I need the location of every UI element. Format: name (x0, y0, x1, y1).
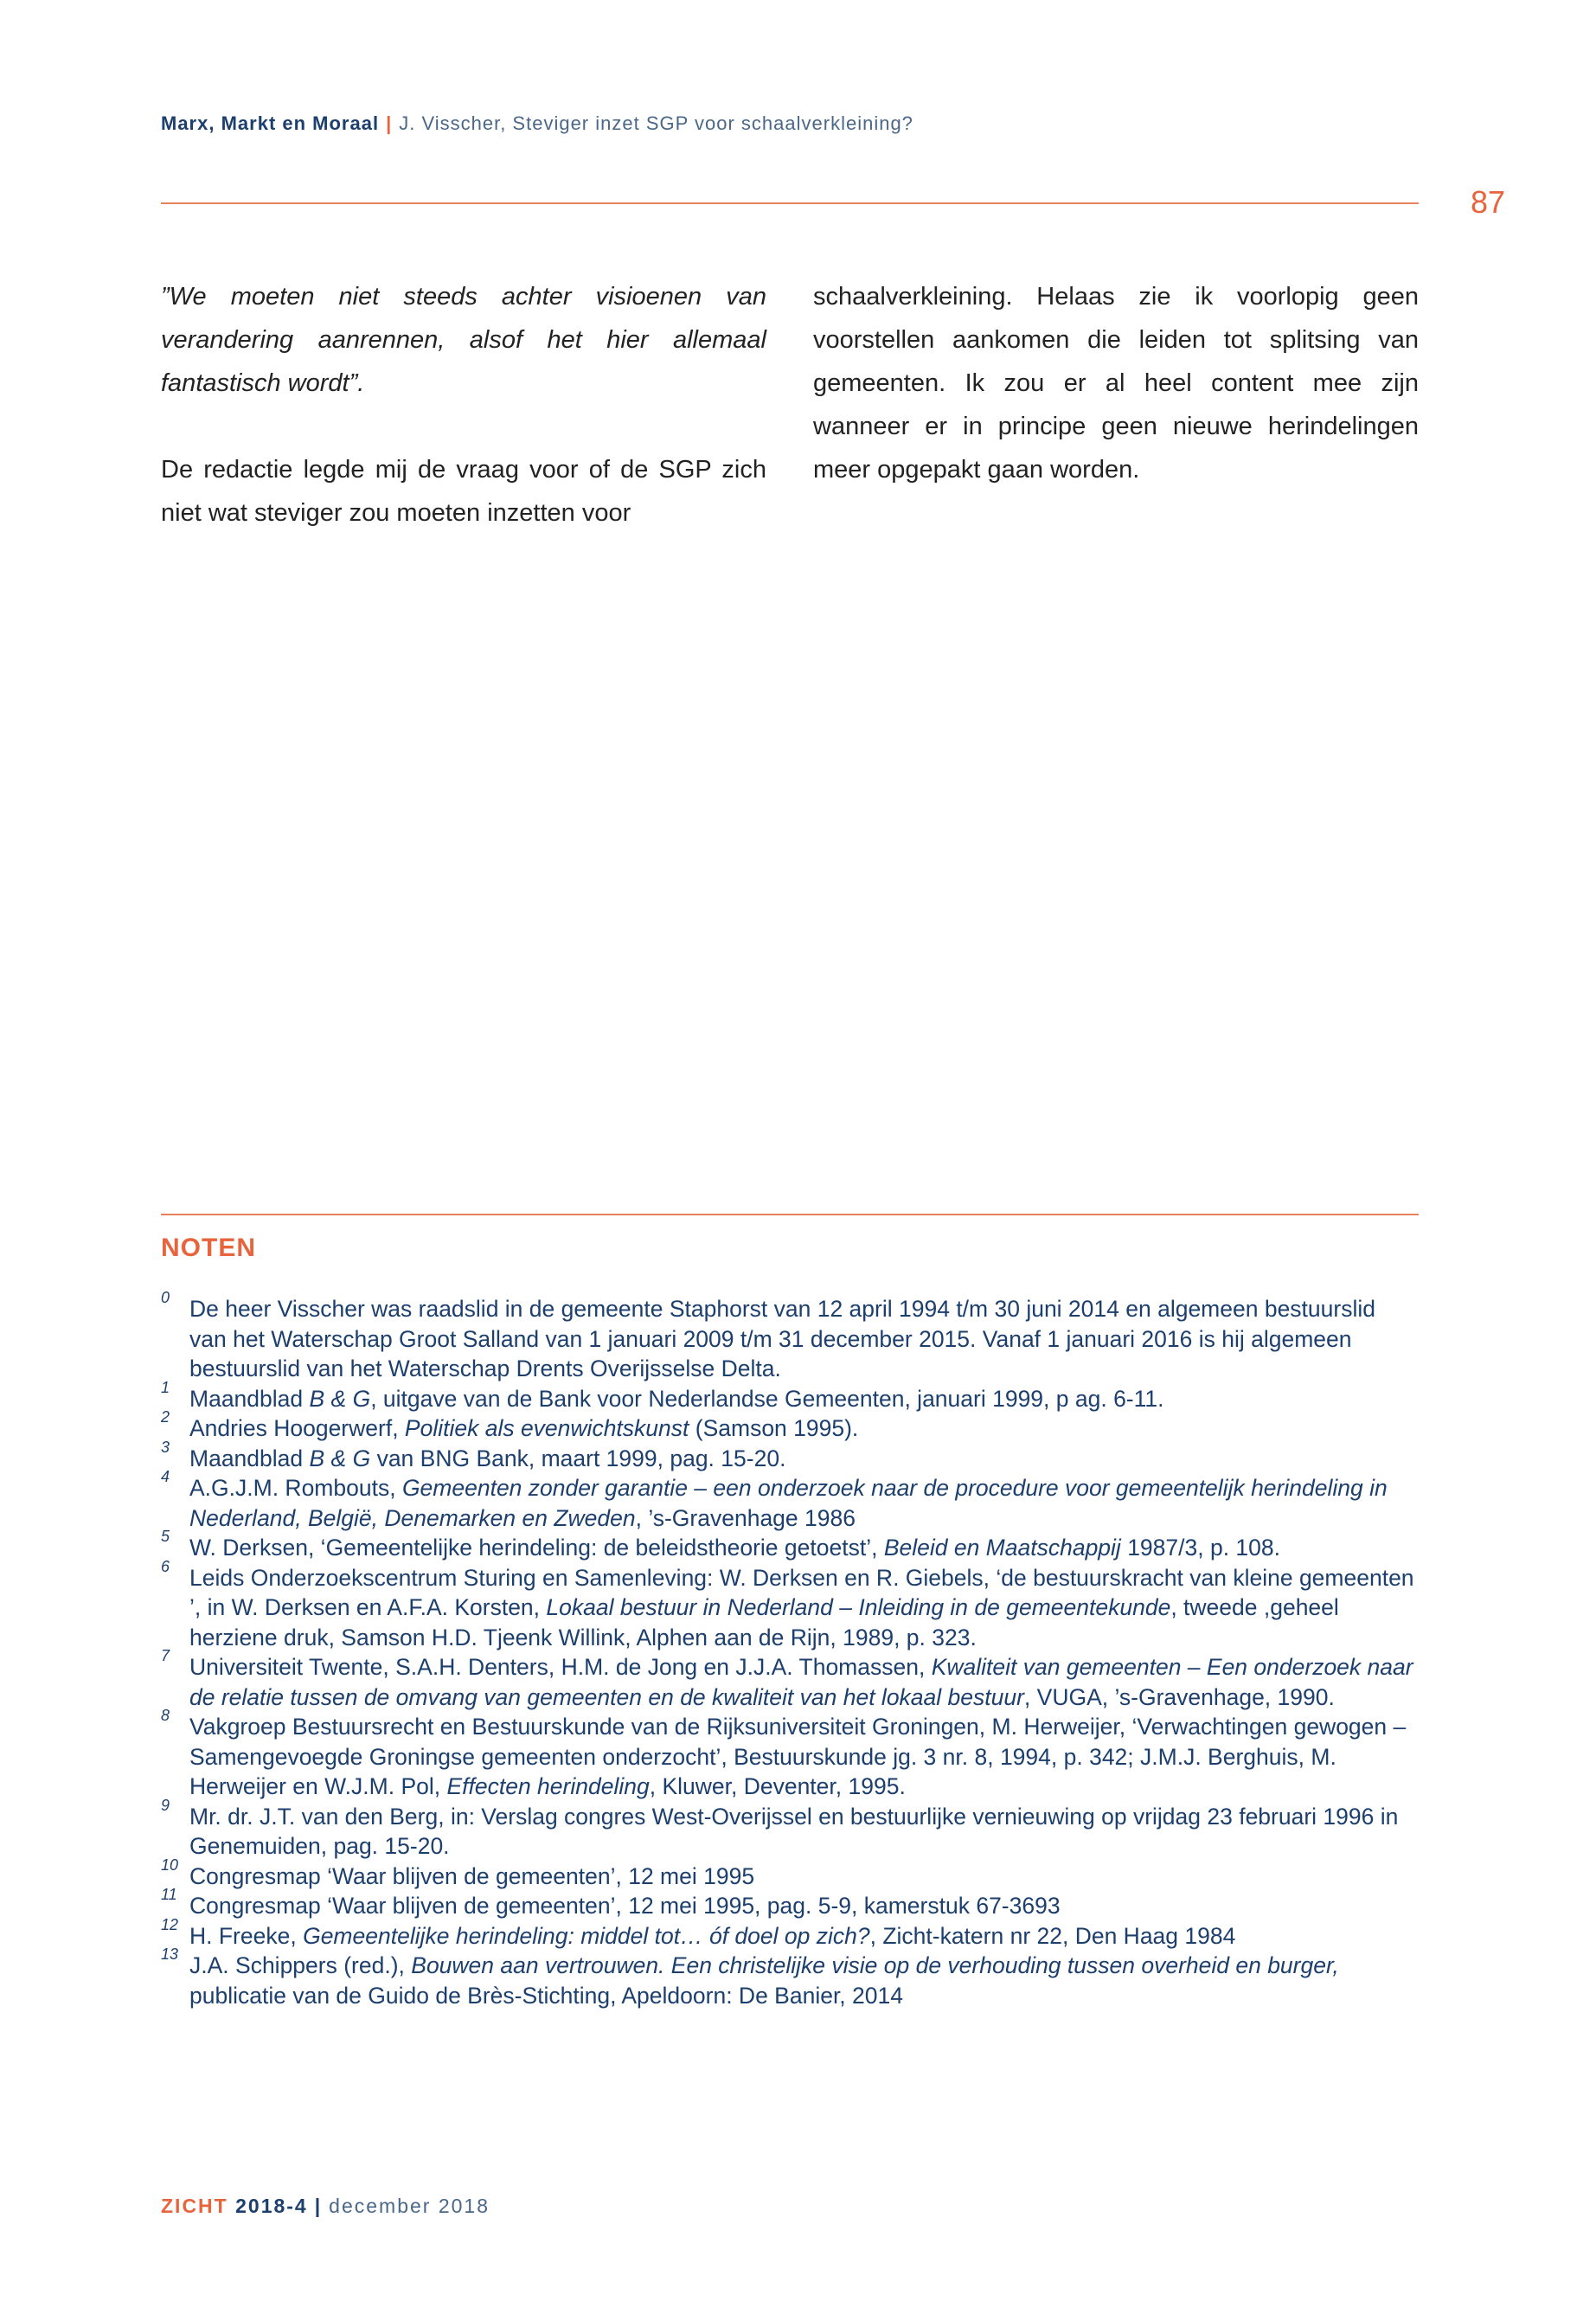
footnote-italic-title: Kwaliteit van gemeenten – Een onderzoek naar de relatie tussen de omvang van gemeenten en de kwaliteit van het lokaal bestuur (189, 1654, 1413, 1710)
footnote-number: 13 (161, 1945, 179, 1963)
notes-rule (161, 1214, 1419, 1215)
footnote-segment: , ’s-Gravenhage 1986 (635, 1504, 856, 1531)
footnote-segment: W. Derksen, ‘Gemeentelijke herindeling: de beleidstheorie getoetst’, (189, 1535, 884, 1561)
footnote-segment: Congresmap ‘Waar blijven de gemeenten’, 12 mei 1995, pag. 5-9, kamerstuk 67-3693 (189, 1893, 1061, 1919)
footer-date: december 2018 (329, 2195, 490, 2217)
footnote-2 (161, 1408, 1419, 1444)
footnote-italic-title: B & G (309, 1385, 371, 1412)
footnote-10 (161, 1856, 1419, 1892)
footnote-segment: Andries Hoogerwerf, (189, 1415, 405, 1441)
footnote-italic-title: Bouwen aan vertrouwen. Een christelijke visie op de verhouding tussen overheid en burger, (411, 1952, 1339, 1978)
magazine-title: Marx, Markt en Moraal (161, 112, 380, 134)
footnote-8 (161, 1707, 1419, 1802)
footnote-italic-title: B & G (309, 1445, 371, 1471)
footnote-6 (161, 1557, 1419, 1653)
footnote-0 (161, 1289, 1419, 1384)
body-column-left (161, 275, 766, 535)
footnote-segment: , VUGA, ’s-Gravenhage, 1990. (1023, 1683, 1335, 1710)
footnote-segment: Maandblad (189, 1385, 310, 1412)
footnote-number: 10 (161, 1856, 179, 1874)
footnote-5 (161, 1528, 1419, 1563)
footer-issue: 2018-4 (235, 2195, 308, 2217)
footnote-13 (161, 1945, 1419, 2010)
footnote-segment: , uitgave van de Bank voor Nederlandse Gemeenten, januari 1999, p ag. 6-11. (370, 1385, 1164, 1412)
quote-paragraph: ”We moeten niet steeds achter visioenen van verandering aanrennen, alsof het hier allemaal fantastisch wordt”. (161, 283, 766, 397)
footnote-segment: H. Freeke, (189, 1922, 304, 1949)
footnote-text (189, 1565, 1414, 1650)
footnote-italic-title: Gemeentelijke herindeling: middel tot… óf doel op zich? (303, 1922, 870, 1949)
page-footer (161, 2195, 490, 2218)
footnote-italic-title: Politiek als evenwichtskunst (404, 1415, 689, 1441)
footnote-text (189, 1445, 785, 1471)
footnote-number: 6 (161, 1557, 170, 1575)
footnote-segment: (Samson 1995). (689, 1415, 859, 1441)
body-paragraph: De redactie legde mij de vraag voor of de SGP zich niet wat steviger zou moeten inzetten voor (161, 456, 766, 527)
footnote-4 (161, 1468, 1419, 1533)
footnote-text (189, 1863, 754, 1889)
footnote-text (189, 1654, 1413, 1710)
footnote-9 (161, 1796, 1419, 1862)
footnote-text (189, 1296, 1375, 1381)
footnote-segment: De heer Visscher was raadslid in de gemeente Staphorst van 12 april 1994 t/m 30 juni 2014 en algemeen bestuurslid van het Waterschap Groot Salland van 1 januari 2009 t/m 31 december 2015. Vanaf 1 januari 2016 is hij algemeen bestuurslid van het Waterschap Drents Overijsselse Delta. (189, 1296, 1375, 1381)
footnote-7 (161, 1647, 1419, 1712)
footnote-text (189, 1952, 1339, 2009)
footnote-segment: Vakgroep Bestuursrecht en Bestuurskunde van de Rijksuniversiteit Groningen, M. Herweijer, ‘Verwachtingen gewogen – Samengevoegde Groningse gemeenten onderzocht’, Bestuurskunde jg. 3 nr. 8, 1994, p. 342; J.M.J. Berghuis, M. Herweijer en W.J.M. Pol, (189, 1714, 1407, 1799)
footnote-text (189, 1475, 1388, 1531)
footnote-number: 7 (161, 1647, 170, 1664)
footnote-number: 4 (161, 1468, 170, 1485)
footnote-segment: Leids Onderzoekscentrum Sturing en Samenleving: W. Derksen en R. Giebels, ‘de bestuurskracht van kleine gemeenten ’, in W. Derksen en A.F.A. Korsten, (189, 1564, 1414, 1620)
footnote-italic-title: Effecten herindeling (446, 1773, 650, 1799)
footnote-number: 5 (161, 1528, 170, 1545)
footnote-segment: 1987/3, p. 108. (1120, 1535, 1281, 1561)
footnote-segment: publicatie van de Guido de Brès-Stichting, Apeldoorn: De Banier, 2014 (189, 1982, 903, 2009)
footnote-segment: , Kluwer, Deventer, 1995. (649, 1773, 906, 1799)
header-separator: | (386, 112, 393, 134)
footnote-number: 0 (161, 1289, 170, 1306)
footnote-italic-title: Gemeenten zonder garantie – een onderzoek naar de procedure voor gemeentelijk herindeling in Nederland, België, Denemarken en Zweden (189, 1475, 1388, 1531)
footnote-segment: Maandblad (189, 1445, 310, 1471)
footnote-number: 8 (161, 1707, 170, 1724)
footnote-segment: , tweede ,geheel herziene druk, Samson H.D. Tjeenk Willink, Alphen aan de Rijn, 1989, p. 323. (189, 1594, 1339, 1650)
footnote-3 (161, 1438, 1419, 1474)
footnote-text (189, 1386, 1164, 1412)
page-number: 87 (1471, 184, 1506, 220)
body-column-right (813, 275, 1419, 491)
footnote-number: 11 (161, 1886, 177, 1903)
footnote-italic-title: Beleid en Maatschappij (883, 1535, 1121, 1561)
footnote-number: 12 (161, 1915, 179, 1933)
footer-separator: | (314, 2195, 323, 2217)
footnote-1 (161, 1378, 1419, 1414)
footnote-segment: A.G.J.M. Rombouts, (189, 1475, 402, 1501)
footnote-text (189, 1415, 858, 1441)
footnote-italic-title: Lokaal bestuur in Nederland – Inleiding in de gemeentekunde (546, 1594, 1171, 1620)
body-paragraph-continued: schaalverkleining. Helaas zie ik voorlopig geen voorstellen aankomen die leiden tot splitsing van gemeenten. Ik zou er al heel content mee zijn wanneer er in principe geen nieuwe herindelingen meer opgepakt gaan worden. (813, 283, 1419, 484)
footnote-number: 9 (161, 1796, 170, 1814)
notes-list (161, 1289, 1419, 2010)
footnote-12 (161, 1915, 1419, 1952)
footnote-segment: van BNG Bank, maart 1999, pag. 15-20. (370, 1445, 786, 1471)
footnote-segment: Mr. dr. J.T. van den Berg, in: Verslag congres West-Overijssel en bestuurlijke vernieuwing op vrijdag 23 februari 1996 in Genemuiden, pag. 15-20. (189, 1803, 1399, 1859)
footnote-text (189, 1535, 1280, 1561)
footnote-number: 2 (161, 1408, 170, 1426)
footer-brand: ZICHT (161, 2195, 228, 2217)
footnote-segment: Universiteit Twente, S.A.H. Denters, H.M. de Jong en J.J.A. Thomassen, (189, 1654, 932, 1680)
notes-heading: NOTEN (161, 1234, 256, 1262)
footnote-text (189, 1714, 1406, 1799)
footnote-segment: , Zicht-katern nr 22, Den Haag 1984 (869, 1922, 1236, 1949)
running-header (161, 112, 913, 135)
footnote-number: 1 (161, 1378, 170, 1396)
footnote-segment: Congresmap ‘Waar blijven de gemeenten’, 12 mei 1995 (189, 1862, 755, 1889)
footnote-text (189, 1893, 1061, 1919)
footnote-text (189, 1923, 1235, 1949)
article-title: J. Visscher, Steviger inzet SGP voor schaalverkleining? (399, 112, 913, 134)
footnote-number: 3 (161, 1438, 170, 1456)
footnote-text (189, 1804, 1398, 1860)
footnote-11 (161, 1886, 1419, 1921)
header-rule (161, 202, 1419, 204)
footnote-segment: J.A. Schippers (red.), (189, 1952, 412, 1978)
